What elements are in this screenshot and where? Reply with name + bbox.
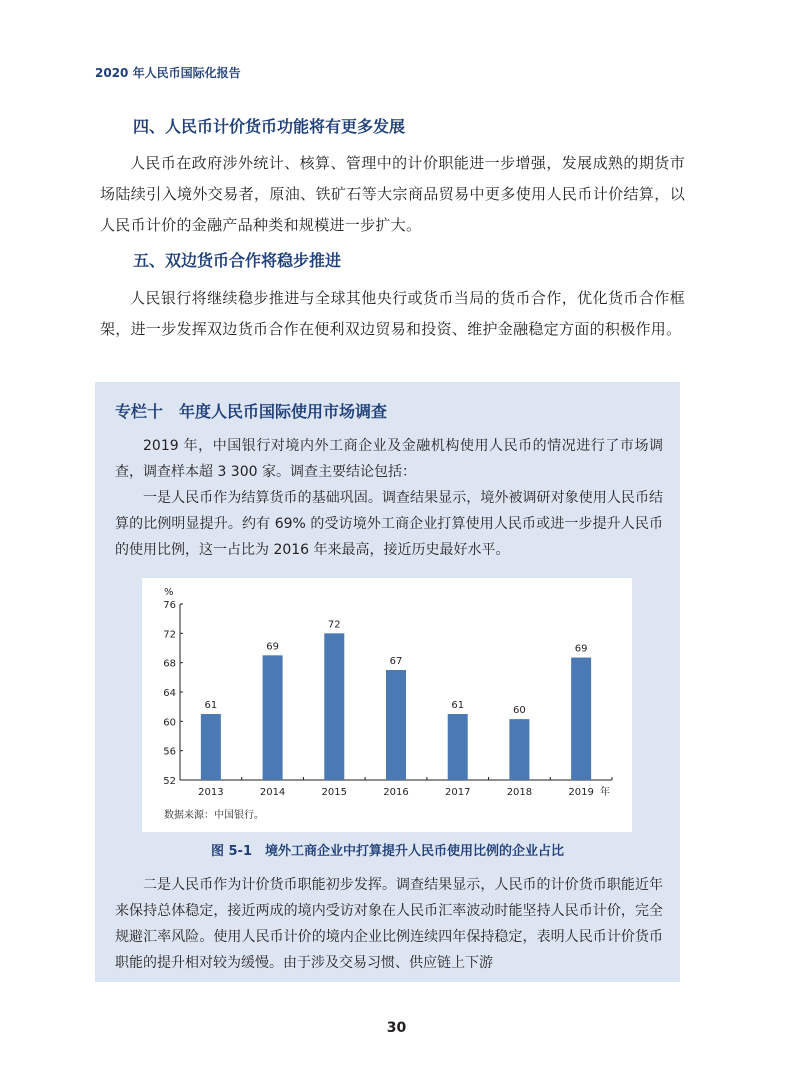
x-axis-unit: 年 xyxy=(600,787,610,798)
page-number: 30 xyxy=(386,1020,407,1036)
bar-2017 xyxy=(448,714,468,780)
box-paragraph-2: 一是人民币作为结算货币的基础巩固。调查结果显示，境外被调研对象使用人民币结算的比例明显提升。约有 69% 的受访境外工商企业打算使用人民币或进一步提升人民币的使用比例，这一占比为 2016 年来最高，接近历史最好水平。 xyxy=(115,490,663,558)
section-4-paragraph: 人民币在政府涉外统计、核算、管理中的计价职能进一步增强，发展成熟的期货市场陆续引入境外交易者，原油、铁矿石等大宗商品贸易中更多使用人民币计价结算，以人民币计价的金融产品种类和规模进一步扩大。 xyxy=(100,154,685,234)
x-tick-label: 2019 xyxy=(568,787,594,798)
bar-2013 xyxy=(201,714,221,780)
box-paragraph-3: 二是人民币作为计价货币职能初步发挥。调查结果显示，人民币的计价货币职能近年来保持总体稳定，接近两成的境内受访对象在人民币汇率波动时能坚持人民币计价，完全规避汇率风险。使用人民币计价的境内企业比例连续四年保持稳定，表明人民币计价货币职能的提升相对较为缓慢。由于涉及交易习惯、供应链上下游 xyxy=(115,877,663,971)
data-label: 61 xyxy=(451,700,465,711)
box-paragraph-1: 2019 年，中国银行对境内外工商企业及金融机构使用人民币的情况进行了市场调查，调查样本超 3 300 家。调查主要结论包括： xyxy=(115,438,663,480)
y-tick-label: 52 xyxy=(163,776,176,787)
data-label: 69 xyxy=(266,641,279,653)
x-tick-label: 2015 xyxy=(321,787,348,798)
bar-2019 xyxy=(571,658,591,780)
bar-2016 xyxy=(386,670,406,780)
y-tick-label: 64 xyxy=(163,688,176,699)
section-heading-5: 五、双边货币合作将稳步推进 xyxy=(133,251,342,270)
bar-2014 xyxy=(263,655,283,780)
section-5-paragraph: 人民银行将继续稳步推进与全球其他央行或货币当局的货币合作，优化货币合作框架，进一步发挥双边货币合作在便利双边贸易和投资、维护金融稳定方面的积极作用。 xyxy=(100,289,685,338)
chart-panel xyxy=(142,578,632,832)
bar-2015 xyxy=(324,633,344,780)
x-tick-label: 2014 xyxy=(259,787,286,798)
data-label: 67 xyxy=(389,656,403,667)
running-header: 2020 年人民币国际化报告 xyxy=(95,66,241,80)
y-tick-label: 68 xyxy=(163,658,176,670)
sidebar-box xyxy=(95,382,680,982)
y-tick-label: 56 xyxy=(163,746,176,758)
x-tick-label: 2018 xyxy=(506,787,533,798)
data-label: 72 xyxy=(327,619,341,631)
section-heading-4: 四、人民币计价货币功能将有更多发展 xyxy=(133,117,406,136)
y-tick-label: 72 xyxy=(163,629,176,641)
x-tick-label: 2017 xyxy=(444,787,471,798)
box-title: 专栏十 年度人民币国际使用市场调查 xyxy=(115,402,388,421)
y-tick-label: 76 xyxy=(163,600,176,611)
figure-caption: 图 5-1 境外工商企业中打算提升人民币使用比例的企业占比 xyxy=(210,844,564,859)
x-tick-label: 2013 xyxy=(198,787,224,798)
data-label: 61 xyxy=(204,700,218,711)
bar-2018 xyxy=(509,719,529,780)
chart-source: 数据来源：中国银行。 xyxy=(164,810,264,821)
y-tick-label: 60 xyxy=(163,717,176,729)
x-tick-label: 2016 xyxy=(383,787,409,798)
y-axis-unit: % xyxy=(164,587,174,598)
bar-chart xyxy=(142,578,632,832)
data-label: 60 xyxy=(513,705,526,717)
data-label: 69 xyxy=(574,643,588,655)
